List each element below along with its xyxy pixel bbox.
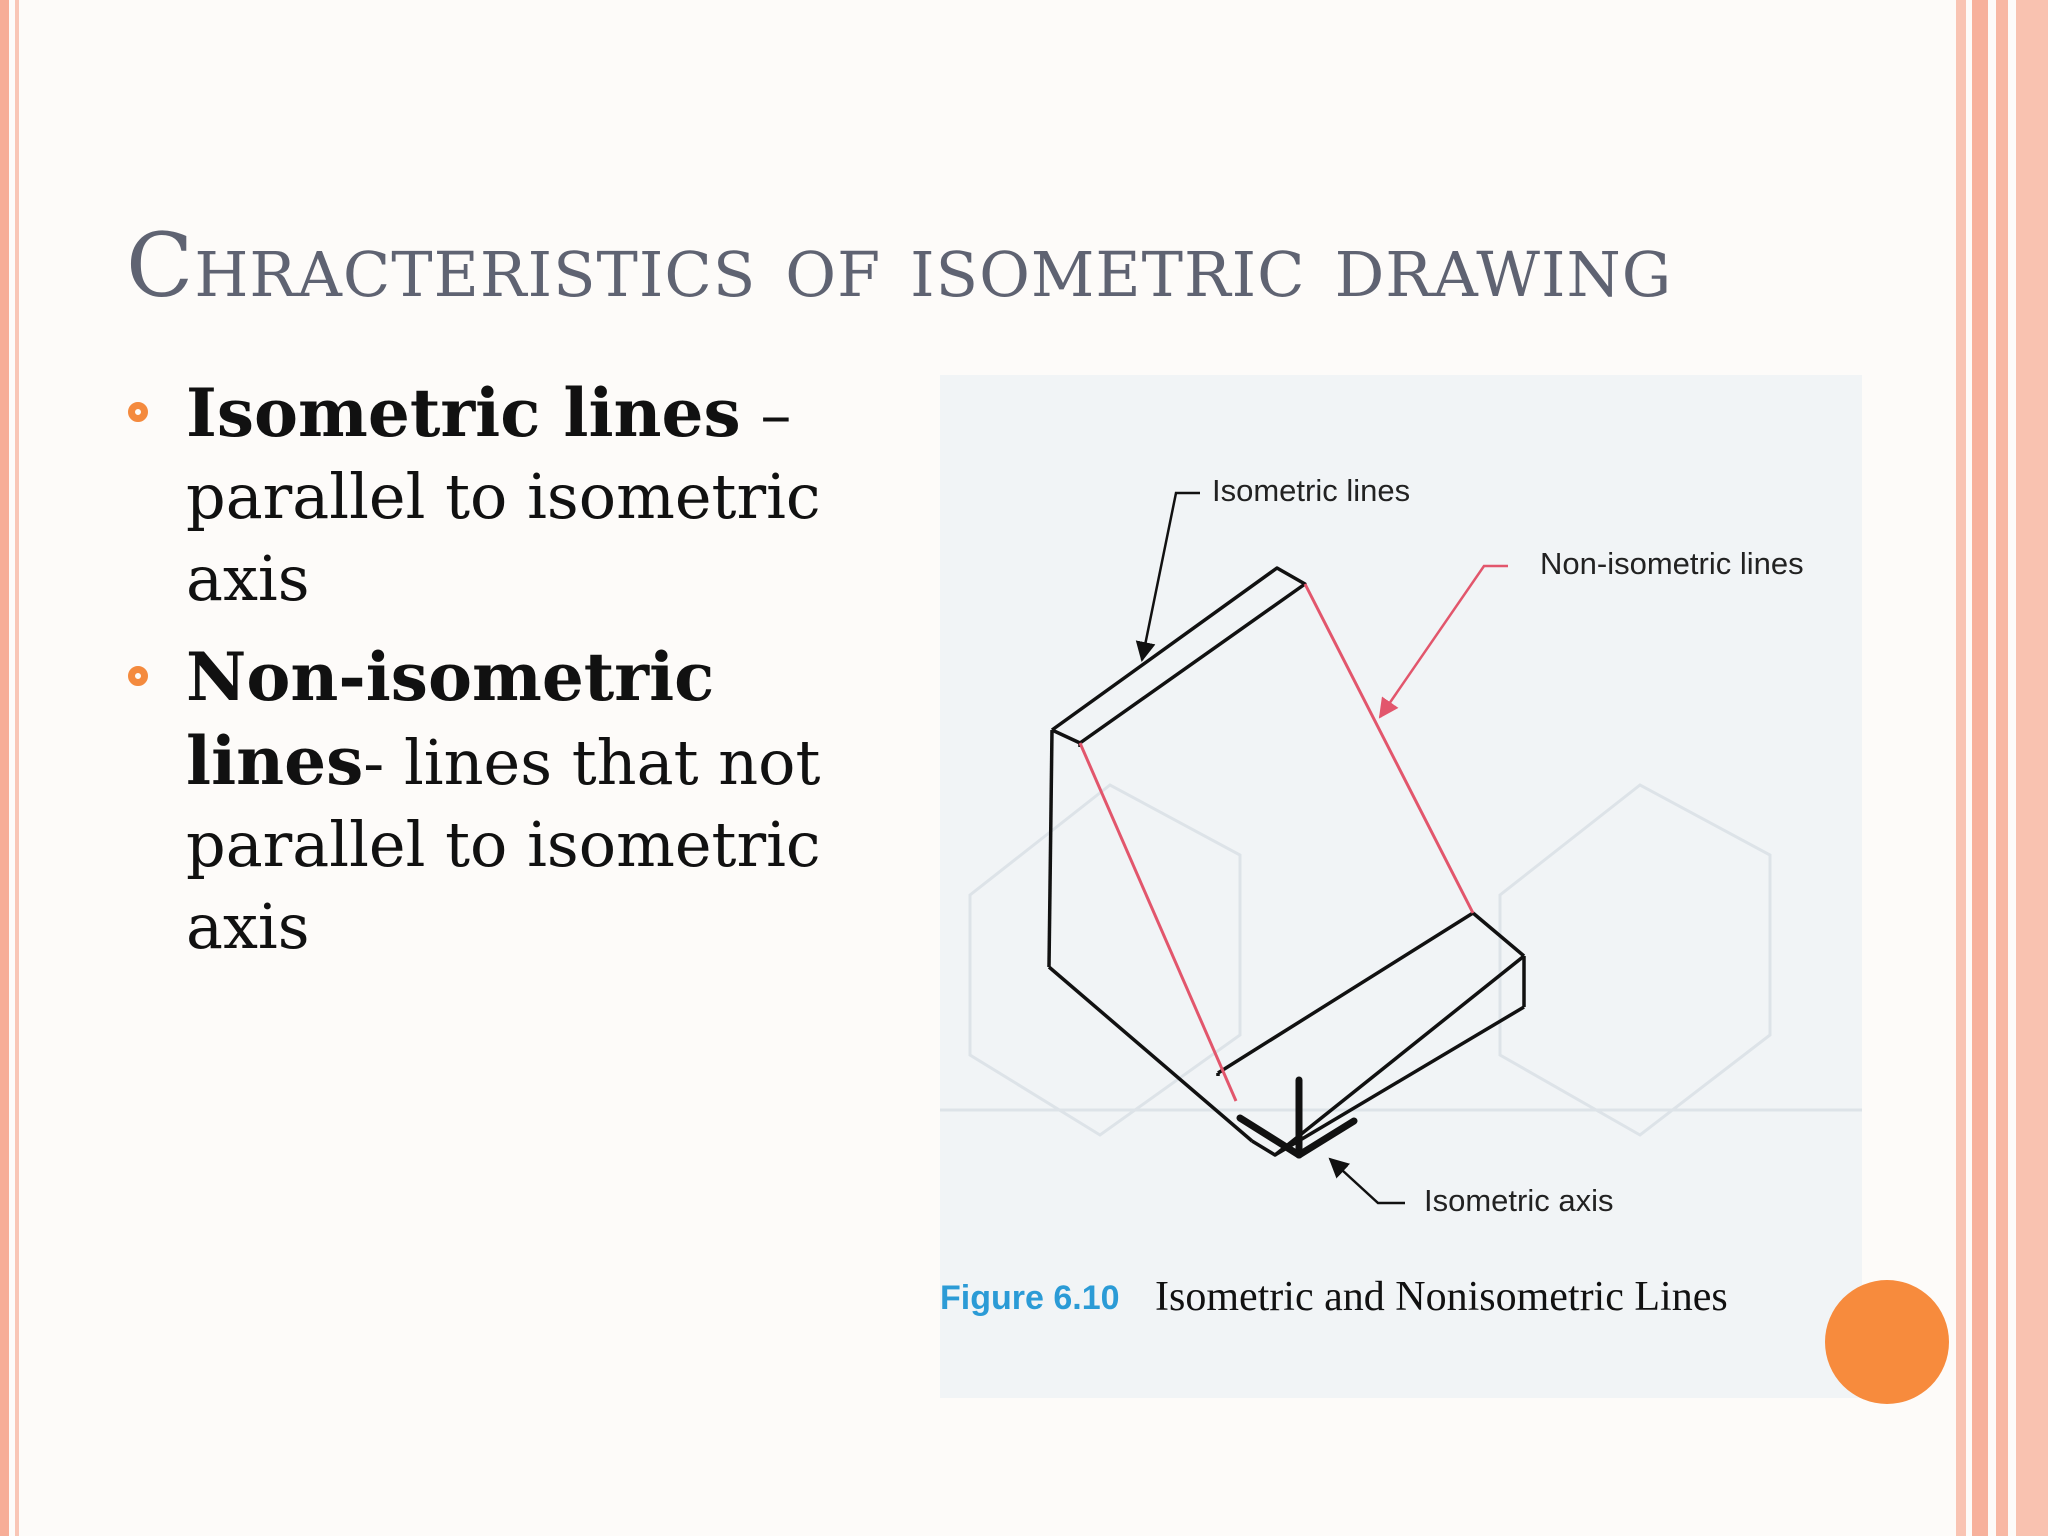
figure-number: Figure 6.10 [940, 1279, 1120, 1317]
bullet-circle-icon [128, 402, 148, 422]
right-border-stripe [1956, 0, 1966, 1536]
isometric-solid-outline [1049, 568, 1524, 1155]
right-border-stripe [2016, 0, 2048, 1536]
isometric-figure [940, 375, 1862, 1398]
label-non-isometric-lines: Non-isometric lines [1540, 546, 1804, 581]
slide-title: Chracteristics of isometric drawing [126, 214, 1673, 317]
decorative-orange-circle [1825, 1280, 1949, 1404]
label-isometric-lines: Isometric lines [1212, 473, 1411, 508]
bullet-non-isometric-lines [126, 636, 916, 968]
figure-caption: Isometric and Nonisometric Lines [1155, 1274, 1728, 1320]
right-border-stripe [1996, 0, 2008, 1536]
bullet-term: Isometric lines [186, 374, 741, 452]
isometric-drawing [940, 375, 1862, 1398]
bullet-isometric-lines [126, 372, 916, 620]
label-isometric-axis: Isometric axis [1424, 1183, 1614, 1218]
left-border-thin-stripe [15, 0, 19, 1536]
bullet-separator: – [740, 378, 792, 451]
bullet-circle-icon [128, 666, 148, 686]
bullet-description: lines that not parallel to isometric axis [186, 726, 821, 963]
bullet-term: Non-isometric lines [186, 638, 715, 800]
bullet-description: parallel to isometric axis [186, 460, 821, 615]
leader-lines [1142, 493, 1508, 1203]
right-border-stripe [1972, 0, 1988, 1536]
left-border-stripe [0, 0, 9, 1536]
non-isometric-lines [1080, 584, 1473, 1101]
bullet-list [126, 372, 916, 984]
bullet-separator: - [363, 726, 385, 799]
